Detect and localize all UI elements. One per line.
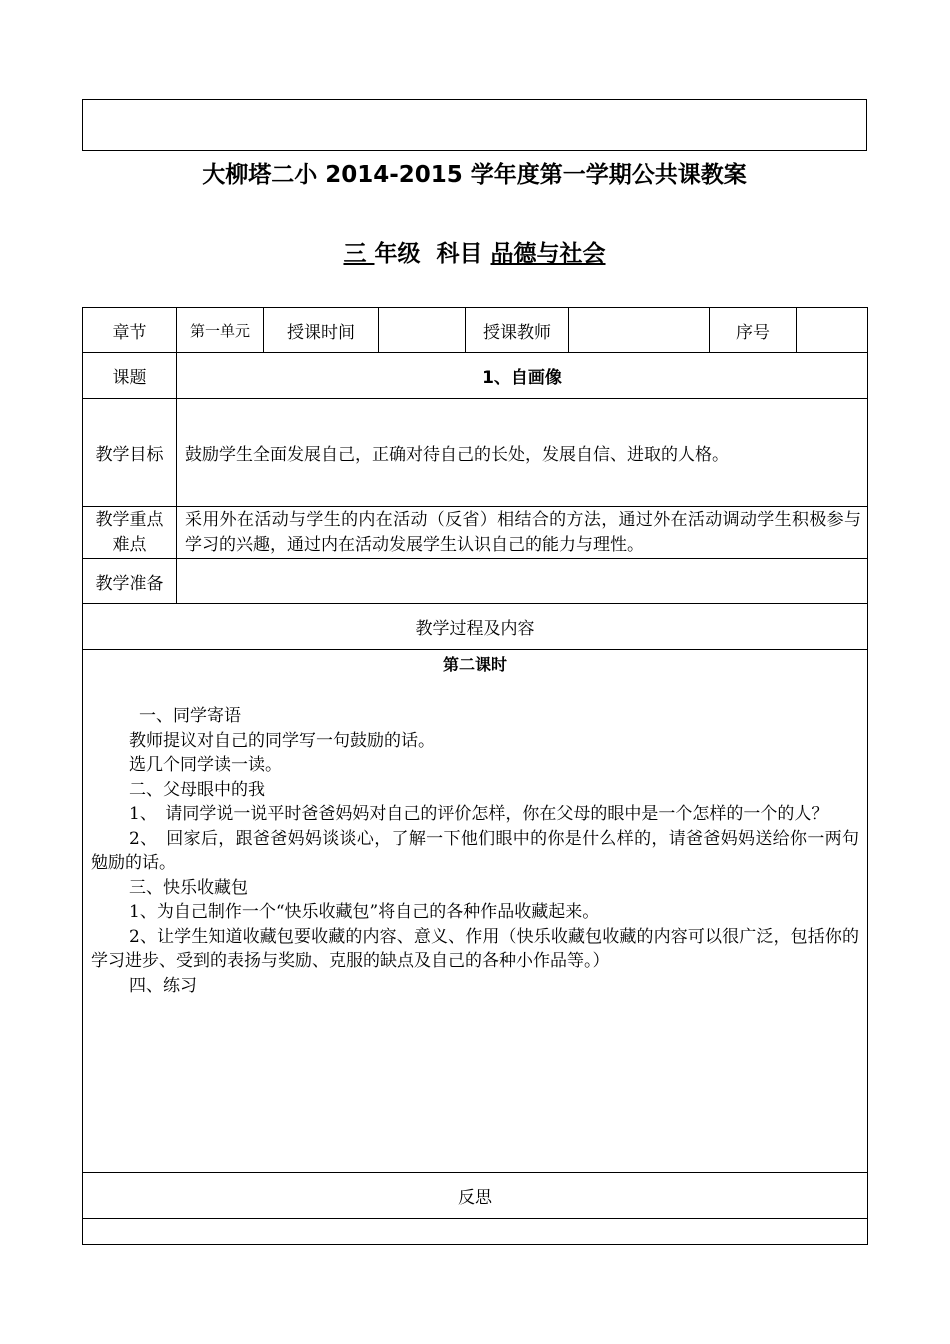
- reflection-label: 反思: [83, 1173, 868, 1219]
- prep-value: [177, 559, 868, 604]
- lesson-title: 第二课时: [442, 655, 507, 674]
- number-value: [797, 308, 868, 353]
- paragraph: 2、 回家后，跟爸爸妈妈谈谈心，了解一下他们眼中的你是什么样的，请爸爸妈妈送给你一两句勉励的话。: [91, 828, 859, 873]
- subject-label: 科目: [436, 241, 483, 267]
- paragraph: 一、同学寄语: [139, 706, 241, 726]
- reflection-header-row: [83, 1173, 868, 1219]
- goal-value: 鼓励学生全面发展自己，正确对待自己的长处，发展自信、进取的人格。: [177, 399, 868, 507]
- paragraph: 四、练习: [129, 975, 197, 996]
- key-points-label-line2: 难点: [112, 534, 147, 555]
- process-header-row: [83, 604, 868, 650]
- number-label: 序号: [710, 308, 797, 353]
- key-points-label: [83, 507, 177, 559]
- lesson-plan-table: [82, 307, 868, 1245]
- reflection-value: [83, 1219, 868, 1245]
- chapter-value: 第一单元: [177, 308, 264, 353]
- process-content: [83, 650, 868, 1173]
- info-row: [83, 308, 868, 353]
- paragraph: 教师提议对自己的同学写一句鼓励的话。: [129, 730, 435, 751]
- chapter-label: 章节: [83, 308, 177, 353]
- grade-suffix: 年级: [374, 241, 421, 267]
- time-label: 授课时间: [264, 308, 379, 353]
- topic-label: 课题: [83, 353, 177, 399]
- page-title: 大柳塔二小 2014-2015 学年度第一学期公共课教案: [202, 162, 747, 188]
- header-blank-box: [82, 99, 867, 151]
- time-value: [379, 308, 466, 353]
- process-header: 教学过程及内容: [83, 604, 868, 650]
- prep-label: 教学准备: [83, 559, 177, 604]
- page-subtitle: [82, 237, 867, 271]
- paragraph: 二、父母眼中的我: [129, 779, 265, 800]
- teacher-label: 授课教师: [466, 308, 569, 353]
- reflection-row: [83, 1219, 868, 1245]
- goal-row: [83, 399, 868, 507]
- paragraph: 三、快乐收藏包: [129, 877, 248, 898]
- paragraph: 1、 请同学说一说平时爸爸妈妈对自己的评价怎样，你在父母的眼中是一个怎样的一个的人？: [129, 804, 829, 824]
- grade-value: 三: [343, 241, 375, 267]
- topic-row: [83, 353, 868, 399]
- key-points-label-line1: 教学重点: [95, 509, 164, 530]
- topic-value: 1、自画像: [177, 353, 868, 399]
- process-content-row: [83, 650, 868, 1173]
- key-points-row: [83, 507, 868, 559]
- teacher-value: [569, 308, 710, 353]
- paragraph: 1、为自己制作一个“快乐收藏包”将自己的各种作品收藏起来。: [129, 902, 600, 922]
- key-points-value: 采用外在活动与学生的内在活动（反省）相结合的方法，通过外在活动调动学生积极参与学习的兴趣，通过内在活动发展学生认识自己的能力与理性。: [177, 507, 868, 559]
- subject-value: 品德与社会: [490, 241, 606, 267]
- prep-row: [83, 559, 868, 604]
- paragraph: 2、让学生知道收藏包要收藏的内容、意义、作用（快乐收藏包收藏的内容可以很广泛，包括你的学习进步、受到的表扬与奖励、克服的缺点及自己的各种小作品等。）: [91, 926, 859, 971]
- paragraph: 选几个同学读一读。: [129, 755, 282, 775]
- goal-label: 教学目标: [83, 399, 177, 507]
